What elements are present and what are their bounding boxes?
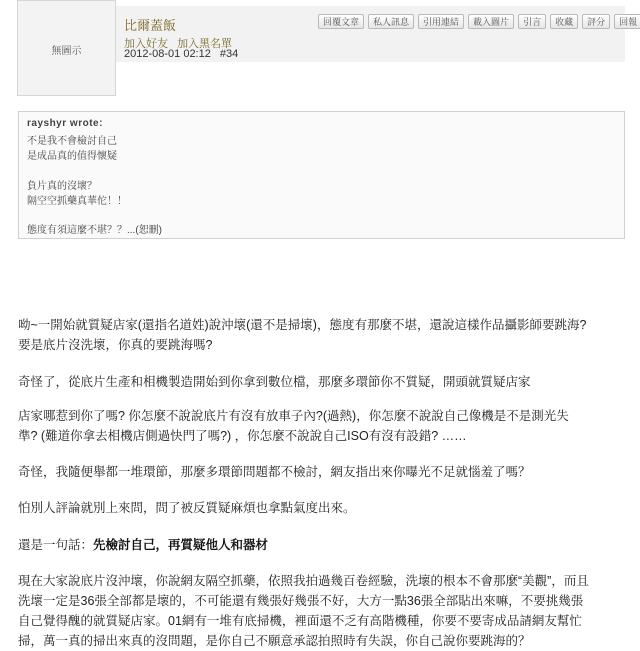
report-button[interactable]: 回報 (614, 14, 640, 29)
emphasis-text: 先檢討自己，再質疑他人和器材 (93, 538, 269, 552)
quote-box (18, 111, 625, 239)
avatar-placeholder-text: 無圖示 (51, 46, 82, 57)
post-meta (124, 48, 244, 60)
post-line: 現在大家說底片沒沖壞，你說網友隔空抓藥，依照我拍過幾百卷經驗，洗壞的根本不會那麼“美觀”，而且 (18, 574, 589, 588)
post-paragraph (18, 372, 628, 392)
post-line: 店家哪惹到你了嗎? 你怎麼不說說底片有沒有放車子內?(過熱)，你怎麼不說說自己像機是不是測光失 (18, 409, 569, 423)
reply-button[interactable]: 回覆文章 (318, 14, 364, 29)
rate-button[interactable]: 評分 (582, 14, 610, 29)
post-line: 奇怪，我隨便舉都一堆環節，那麼多環節問題都不檢討，網友指出來你曝光不足就惱羞了嗎？ (18, 465, 531, 479)
post-paragraph (18, 315, 628, 355)
quote-line: 不是我不會檢討自己 (27, 136, 117, 147)
add-blacklist-link[interactable]: 加入黑名單 (177, 38, 233, 50)
post-paragraph (18, 498, 628, 518)
post-header (116, 6, 638, 62)
quote-line: 是成品真的值得懷疑 (27, 151, 117, 162)
post-paragraph (18, 571, 628, 651)
post-line: 洗壞一定是36張全部都是壞的，不可能還有幾張好幾張不好，大方一點36張全部貼出來嘛，不要挑幾張 (18, 594, 584, 608)
post-line: 還是一句話： (18, 538, 94, 552)
quote-line: 態度有須這麼不堪？？...(恕刪) (27, 225, 162, 236)
post-paragraph (18, 462, 628, 482)
quote-line: 隔空空抓藥真華佗！！ (27, 196, 127, 207)
post-toolbar (318, 14, 640, 29)
load-images-button[interactable]: 載入圖片 (468, 14, 514, 29)
post-date: 2012-08-01 02:12 (124, 48, 211, 60)
post-line: 怕別人評論就別上來問，問了被反質疑麻煩也拿點氣度出來。 (18, 501, 356, 515)
post-line: 自己覺得醜的就質疑店家。01網有一堆有底掃機，裡面還不乏有高階機種，你要不要寄成品請網友幫忙 (18, 614, 582, 628)
post-line: 奇怪了，從底片生產和相機製造開始到你拿到數位檔，那麼多環節你不質疑，開頭就質疑店家 (18, 375, 531, 389)
post-line: 掃，萬一真的掃出來真的沒問題，是你自己不願意承認拍照時有失誤，你自己說你要跳海的？ (18, 634, 531, 648)
add-friend-link[interactable]: 加入好友 (124, 38, 168, 50)
post-line: 要是底片沒洗壞，你真的要跳海嗎? (18, 338, 213, 352)
avatar[interactable] (17, 0, 116, 96)
quote-link-button[interactable]: 引用連結 (418, 14, 464, 29)
post-number: #34 (219, 48, 239, 60)
post-line: 呦~一開始就質疑店家(還指名道姓)說沖壞(還不是掃壞)，態度有那麼不堪，還說這樣作品攝影師要跳海? (18, 318, 587, 332)
favorite-button[interactable]: 收藏 (550, 14, 578, 29)
private-message-button[interactable]: 私人訊息 (368, 14, 414, 29)
quote-author: rayshyr wrote: (27, 118, 103, 129)
quote-button[interactable]: 引言 (518, 14, 546, 29)
quote-line: 負片真的沒壞？ (27, 181, 97, 192)
post-line: 準? (難道你拿去相機店側過快門了嗎?) ，你怎麼不說說自己ISO有沒有設錯? …… (18, 429, 467, 443)
post-paragraph (18, 406, 628, 446)
username-link[interactable]: 比爾蓋飯 (124, 18, 177, 33)
post-paragraph (18, 535, 628, 555)
